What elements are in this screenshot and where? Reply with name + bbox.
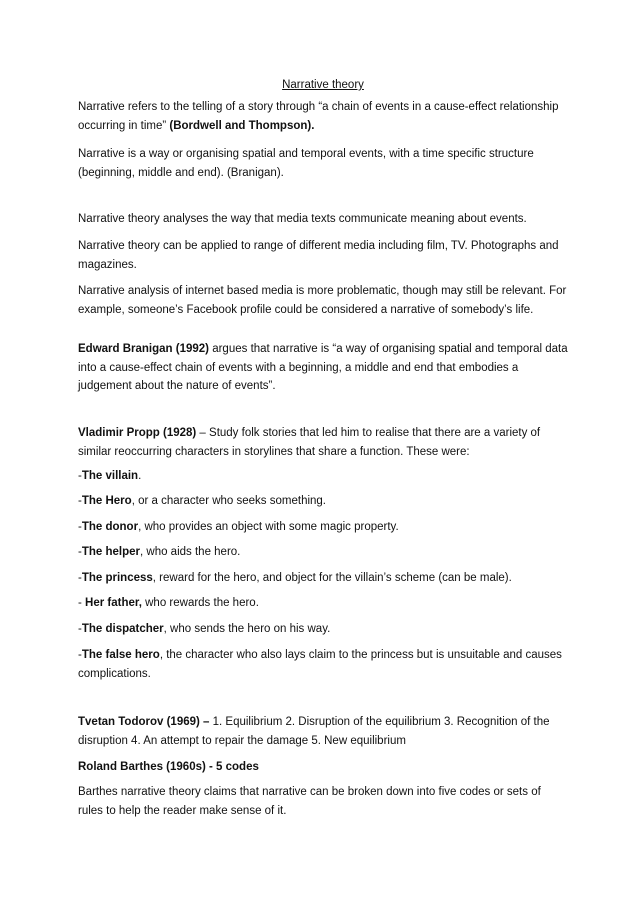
paragraph-analysis: Narrative theory analyses the way that media texts communicate meaning about events. <box>78 213 527 225</box>
paragraph-structure: Narrative is a way or organising spatial and temporal events, with a time specific structure (beginning, middle and end). (Branigan). <box>78 148 534 179</box>
author-bold: Edward Branigan (1992) <box>78 343 210 355</box>
author-bold: Vladimir Propp (1928) <box>78 427 197 439</box>
heading-barthes <box>78 758 568 777</box>
list-item: -The princess, reward for the hero, and object for the villain’s scheme (can be male). <box>78 572 512 584</box>
paragraph-internet: Narrative analysis of internet based media is more problematic, though may still be relevant. For example, someone’s Facebook profile could be considered a narrative of somebody’s life. <box>78 285 567 316</box>
paragraph-text: 1. Equilibrium 2. Disruption of the equilibrium 3. Recognition of the disruption 4. An attempt to repair the damage 5. New equilibrium <box>78 716 550 747</box>
paragraph-text: Narrative refers to the telling of a story through “a chain of events in a cause-effect relationship occurring in time” <box>78 101 559 132</box>
paragraph-branigan <box>78 340 568 396</box>
list-item: -The Hero, or a character who seeks something. <box>78 495 327 507</box>
list-item: -The false hero, the character who also lays claim to the princess but is unsuitable and causes complications. <box>78 649 562 680</box>
list-item: -The dispatcher, who sends the hero on his way. <box>78 623 331 635</box>
paragraph-media: Narrative theory can be applied to range of different media including film, TV. Photographs and magazines. <box>78 240 559 271</box>
paragraph-text: argues that narrative is “a way of organising spatial and temporal data into a cause-effect chain of events with a beginning, a middle and end that embodies a judgement about the nature of events”. <box>78 343 568 392</box>
list-item: -The helper, who aids the hero. <box>78 546 241 558</box>
paragraph-definition <box>78 98 568 135</box>
paragraph-todorov <box>78 713 568 750</box>
list-item: - Her father, who rewards the hero. <box>78 597 259 609</box>
paragraph-barthes: Barthes narrative theory claims that narrative can be broken down into five codes or sets of rules to help the reader make sense of it. <box>78 786 541 817</box>
list-item: -The villain. <box>78 470 142 482</box>
list-item: -The donor, who provides an object with some magic property. <box>78 521 399 533</box>
paragraph-text: – Study folk stories that led him to realise that there are a variety of similar reoccurring characters in storylines that share a function. These were: <box>78 427 541 458</box>
citation-bold: (Bordwell and Thompson). <box>169 119 315 132</box>
author-bold: Roland Barthes (1960s) - 5 codes <box>78 761 259 773</box>
paragraph-propp <box>78 424 568 461</box>
author-bold: Tvetan Todorov (1969) – <box>78 716 210 728</box>
document-title: Narrative theory <box>282 79 364 91</box>
